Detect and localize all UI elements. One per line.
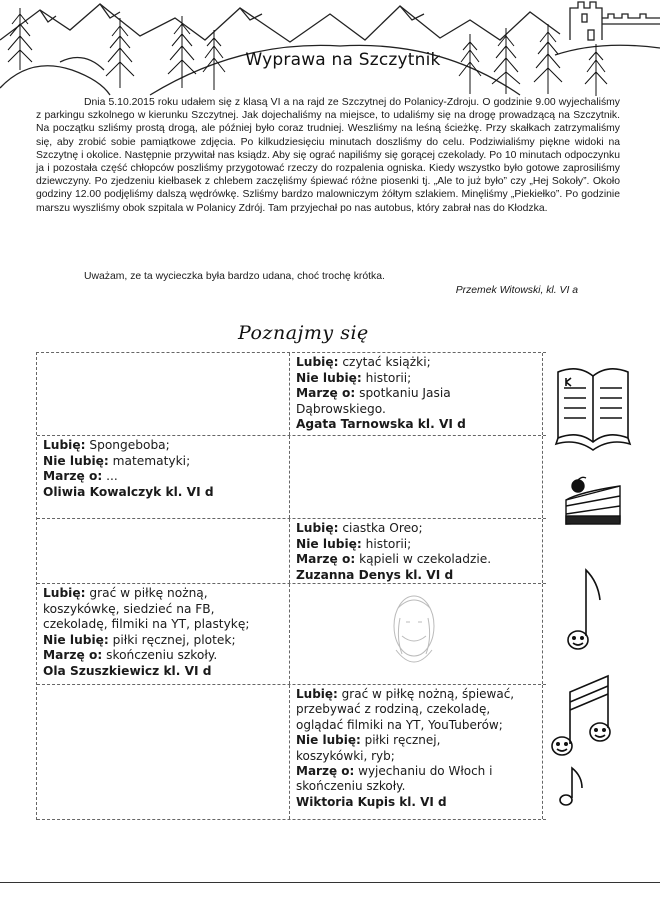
dislikes-label: Nie lubię:: [296, 733, 361, 748]
dreams-label: Marzę o:: [43, 648, 103, 663]
likes-label: Lubię:: [296, 521, 339, 535]
dreams-value: skończeniu szkoły.: [106, 648, 218, 663]
likes-label: Lubię:: [43, 438, 86, 452]
dreams-label: Marzę o:: [296, 764, 355, 779]
cake-slice-icon: [560, 476, 626, 532]
profile-signature: Zuzanna Denys kl. VI d: [296, 567, 454, 582]
article-title: Wyprawa na Szczytnik: [245, 50, 441, 70]
table-row: [37, 685, 546, 820]
table-row: [37, 584, 546, 685]
likes-value-cont: czekoladę, filmiki na YT, plastykę;: [43, 617, 250, 632]
profile-card-ola: [37, 584, 290, 684]
empty-cell: [290, 436, 543, 518]
dreams-value: wyjechaniu do Włoch i: [358, 764, 493, 779]
dislikes-value-cont: koszykówki, ryb;: [296, 748, 395, 763]
dreams-value-cont: Dąbrowskiego.: [296, 401, 386, 416]
dreams-value: ...: [106, 469, 118, 484]
section-title: Poznajmy się: [238, 322, 369, 344]
dreams-value: spotkaniu Jasia: [359, 386, 451, 401]
mountains-forest-castle-drawing: [0, 0, 660, 96]
article-author: Przemek Witowski, kl. VI a: [455, 285, 578, 296]
dreams-label: Marzę o:: [43, 469, 103, 484]
dreams-label: Marzę o:: [296, 386, 356, 401]
profile-signature: Wiktoria Kupis kl. VI d: [296, 794, 447, 809]
likes-label: Lubię:: [296, 687, 338, 701]
likes-value: czytać książki;: [342, 355, 431, 369]
profile-signature: Ola Szuszkiewicz kl. VI d: [43, 663, 212, 678]
double-music-note-faces-icon: [548, 672, 618, 812]
profile-signature: Oliwia Kowalczyk kl. VI d: [43, 484, 214, 499]
profiles-table: [36, 352, 546, 820]
dreams-value: kąpieli w czekoladzie.: [359, 552, 492, 567]
likes-value-cont: koszykówkę, siedzieć na FB,: [43, 601, 215, 616]
profile-signature: Agata Tarnowska kl. VI d: [296, 417, 466, 432]
dislikes-label: Nie lubię:: [43, 632, 109, 647]
dislikes-value: piłki ręcznej,: [364, 733, 441, 748]
likes-value-cont: oglądać filmiki na YT, YouTuberów;: [296, 717, 503, 732]
likes-value: grać w piłkę nożną,: [89, 586, 208, 600]
likes-value: ciastka Oreo;: [342, 521, 423, 535]
likes-label: Lubię:: [43, 586, 86, 600]
bottom-rule: [0, 882, 660, 883]
dislikes-value: matematyki;: [112, 453, 191, 468]
dislikes-label: Nie lubię:: [296, 370, 362, 385]
dreams-value-cont: skończeniu szkoły.: [296, 779, 406, 794]
profile-card-zuzanna: [290, 519, 543, 583]
article-conclusion: Uważam, ze ta wycieczka była bardzo udana, choć trochę krótka.: [84, 271, 385, 282]
dislikes-value: historii;: [365, 536, 412, 551]
table-row: [37, 353, 546, 436]
table-row: [37, 436, 546, 519]
dreams-label: Marzę o:: [296, 552, 356, 567]
likes-value-cont: przebywać z rodziną, czekoladę,: [296, 702, 491, 717]
likes-value: grać w piłkę nożną, śpiewać,: [341, 687, 515, 701]
dislikes-label: Nie lubię:: [43, 453, 109, 468]
empty-cell: [37, 519, 290, 583]
dislikes-value: piłki ręcznej, plotek;: [112, 632, 236, 647]
portrait-cell: [290, 584, 543, 684]
open-book-icon: [552, 360, 634, 452]
profile-card-wiktoria: [290, 685, 543, 819]
profile-card-agata: [290, 353, 543, 435]
article-body: Dnia 5.10.2015 roku udałem się z klasą VI a na rajd ze Szczytnej do Polanicy-Zdroju. O godzinie 9.00 wyjechaliśmy z parkingu szkolnego w kierunku Szczytnej. Jak dojechaliśmy na miejsce, to udaliśmy się na drogę prowadzącą na Szczytnik. Na początku szliśmy prostą drogą, ale później było coraz trudniej. Weszliśmy na leśną ścieżkę. Przy skałkach zatrzymaliśmy się, aby zrobić sobie pamiątkowe zdjęcia. Po kilkudziesięciu minutach doszliśmy do celu. Podziwialiśmy piękne widoki na Szczytnę i okolice. Następnie przywitał nas ksiądz. Aby się ograć napiliśmy się gorącej czekolady. Po 10 minutach odpoczynku ja i pozostała część chłopców poszliśmy przygotować rzeczy do rozpalenia ogniska. Kiedy wszystko było gotowe zaprosiliśmy dziewczyny. Po zjedzeniu kiełbasek z chlebem zaczęliśmy śpiewać różne piosenki tj. „Ale to już było” czy „Hej Sokoły”. Około godziny 12.00 podjęliśmy dalszą wędrówkę. Szliśmy bardzo malowniczym żółtym szlakiem. Minęliśmy „Piekiełko”. Po godzinie marszu wyszliśmy obok szpitala w Polanicy Zdrój. Tam przyjechał po nas autobus, który zabrał nas do Kłodzka.: [36, 97, 620, 214]
empty-cell: [37, 685, 290, 819]
profile-card-oliwia: [37, 436, 290, 518]
likes-label: Lubię:: [296, 355, 339, 369]
likes-value: Spongeboba;: [89, 438, 170, 452]
empty-cell: [37, 353, 290, 435]
music-note-face-icon: [556, 566, 604, 662]
dislikes-value: historii;: [365, 370, 412, 385]
table-row: [37, 519, 546, 584]
faded-portrait-sketch: [384, 588, 444, 678]
dislikes-label: Nie lubię:: [296, 536, 362, 551]
